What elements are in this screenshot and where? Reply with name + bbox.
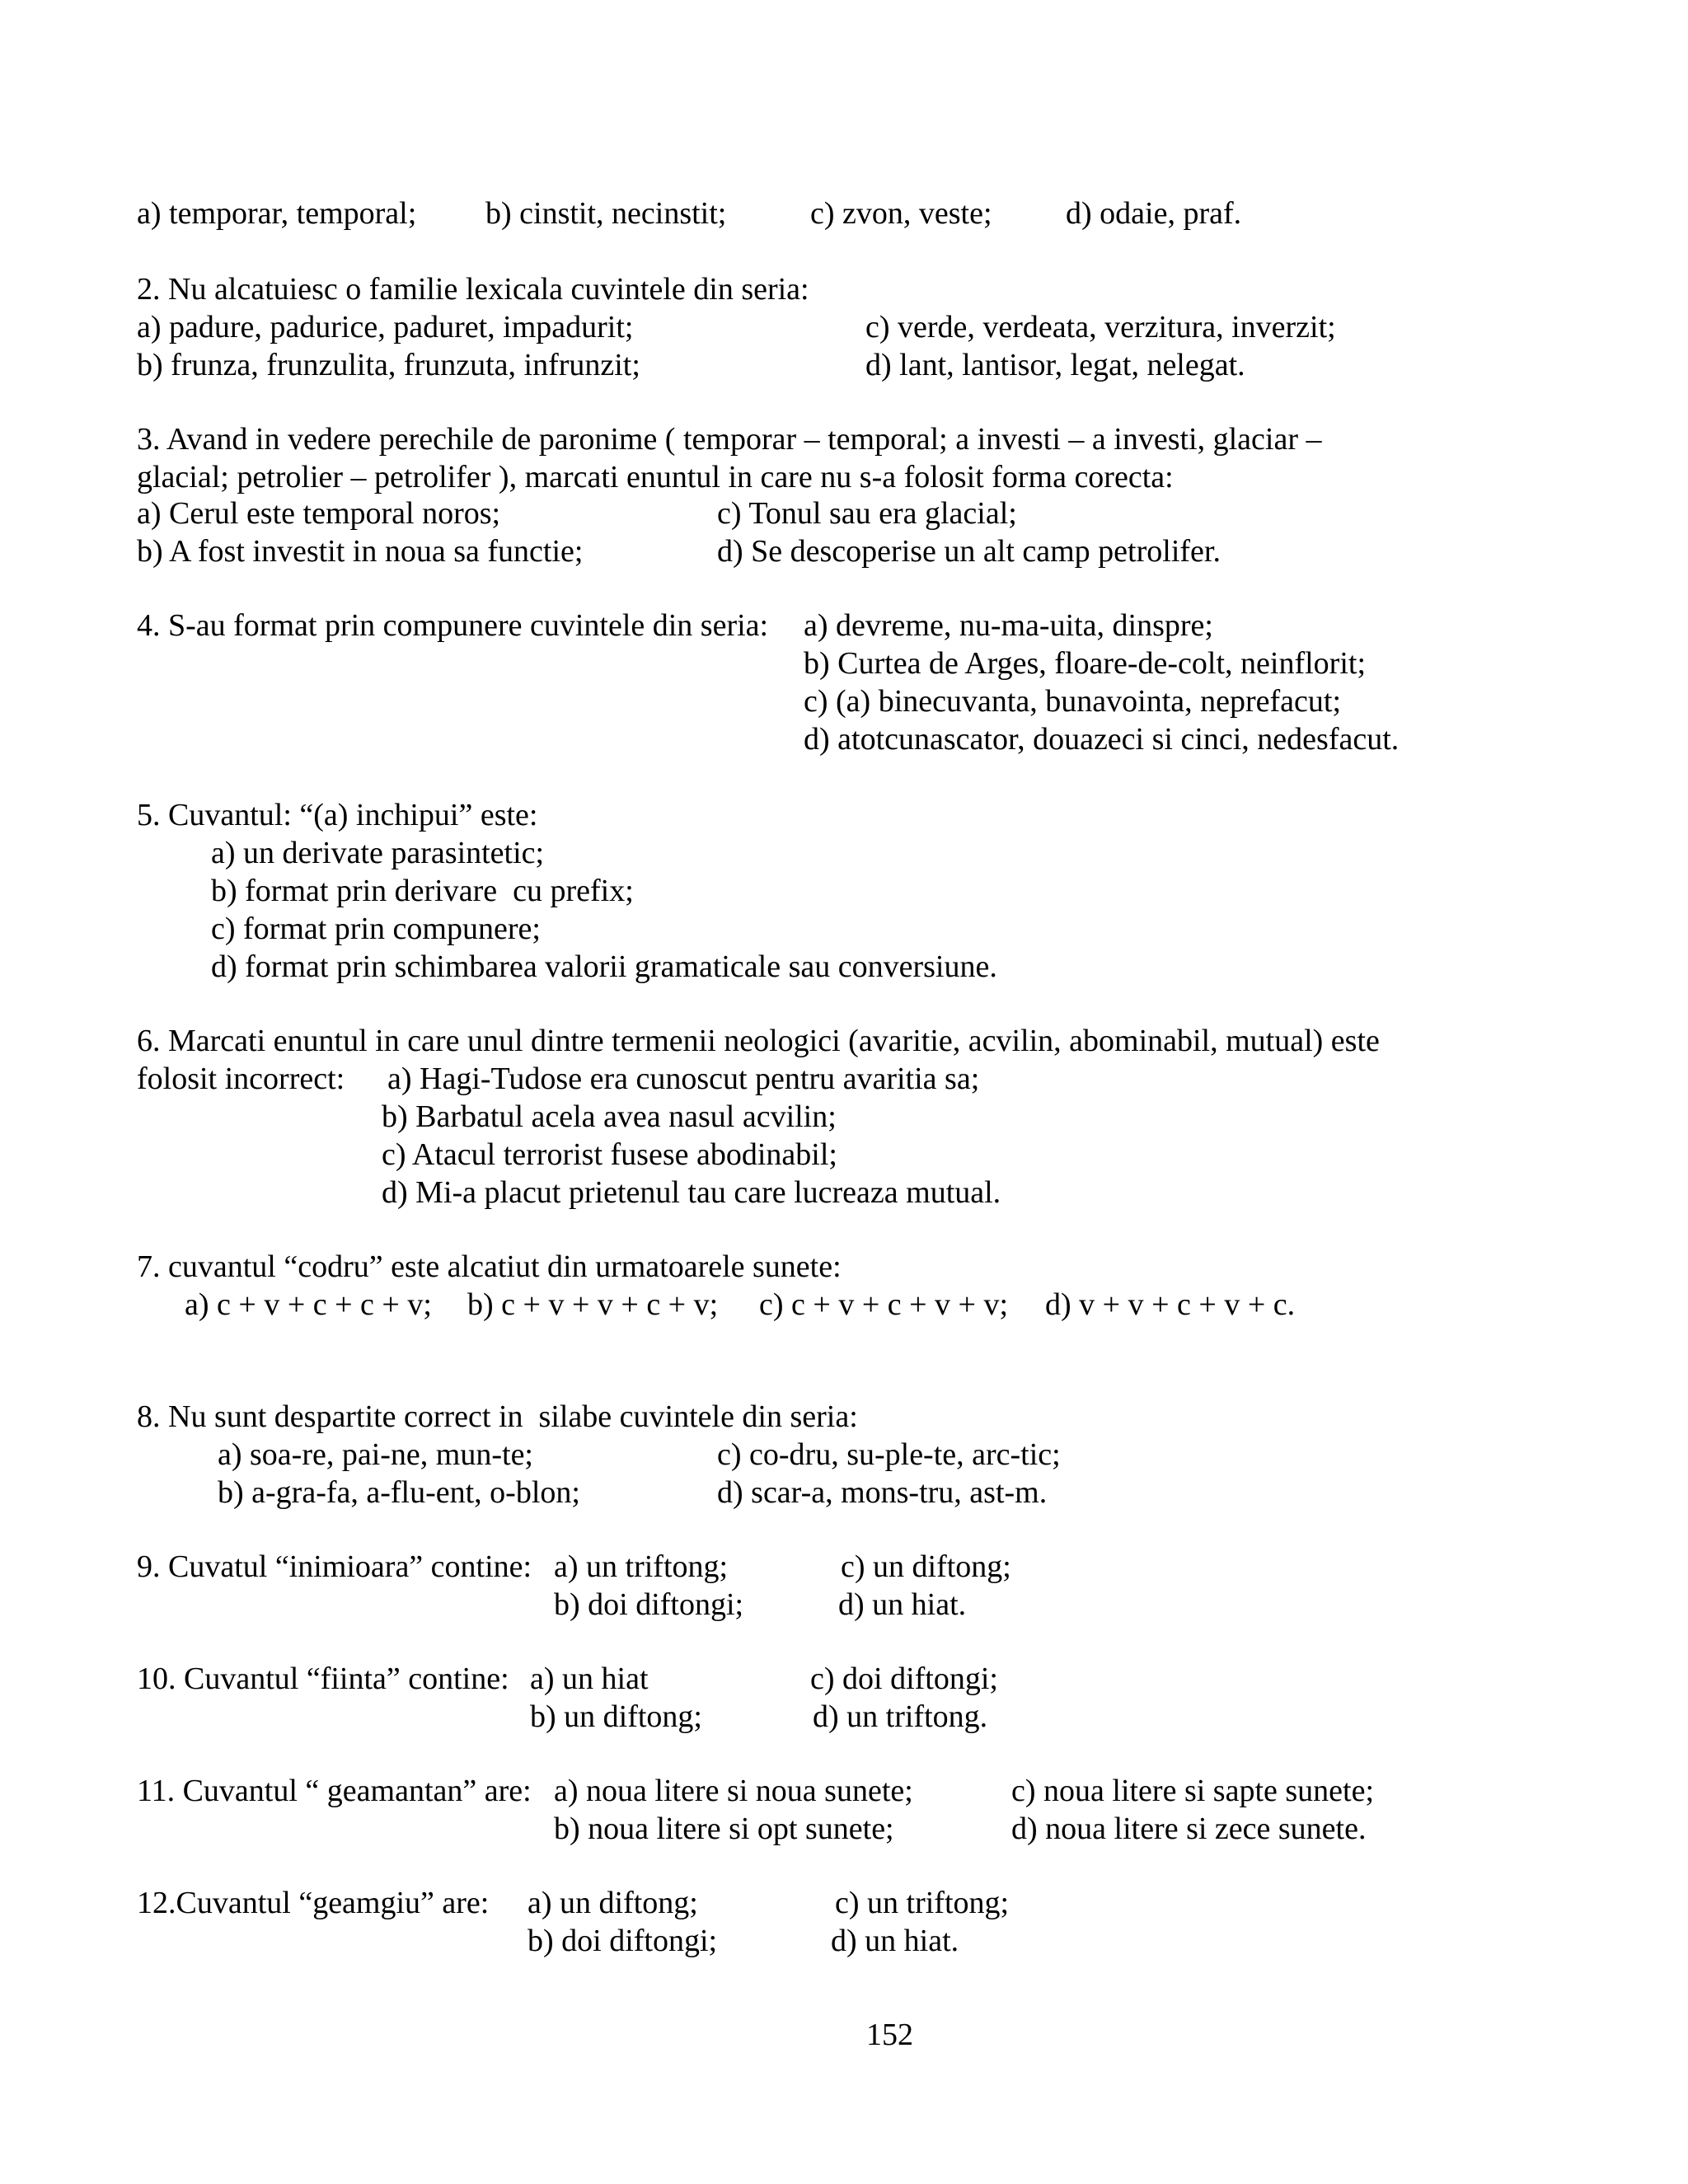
q9-option-a: a) un triftong; bbox=[554, 1549, 729, 1584]
q2-option-a: a) padure, padurice, paduret, impadurit; bbox=[137, 310, 634, 344]
q8-option-b: b) a-gra-fa, a-flu-ent, o-blon; bbox=[218, 1475, 580, 1510]
q3-option-c: c) Tonul sau era glacial; bbox=[717, 496, 1017, 531]
q12-option-c: c) un triftong; bbox=[835, 1886, 1010, 1920]
page-number: 152 bbox=[866, 2018, 913, 2052]
q4-option-d: d) atotcunascator, douazeci si cinci, nedesfacut. bbox=[804, 722, 1400, 757]
q3-option-b: b) A fost investit in noua sa functie; bbox=[137, 534, 584, 569]
q8-option-c: c) co-dru, su-ple-te, arc-tic; bbox=[717, 1437, 1061, 1472]
q7-option-b: b) c + v + v + c + v; bbox=[467, 1287, 719, 1322]
q8-stem: 8. Nu sunt despartite correct in silabe cuvintele din seria: bbox=[137, 1399, 858, 1434]
q5-option-a: a) un derivate parasintetic; bbox=[211, 836, 545, 870]
q6-option-c: c) Atacul terrorist fusese abodinabil; bbox=[382, 1137, 837, 1172]
q1-option-c: c) zvon, veste; bbox=[810, 196, 992, 231]
q7-option-c: c) c + v + c + v + v; bbox=[759, 1287, 1009, 1322]
q12-option-d: d) un hiat. bbox=[831, 1924, 959, 1958]
q9-option-d: d) un hiat. bbox=[838, 1587, 967, 1622]
q1-option-d: d) odaie, praf. bbox=[1066, 196, 1242, 231]
q10-stem: 10. Cuvantul “fiinta” contine: bbox=[137, 1661, 509, 1696]
q9-stem: 9. Cuvatul “inimioara” contine: bbox=[137, 1549, 532, 1584]
q5-option-b: b) format prin derivare cu prefix; bbox=[211, 874, 634, 908]
q3-option-a: a) Cerul este temporal noros; bbox=[137, 496, 501, 531]
q6-option-d: d) Mi-a placut prietenul tau care lucreaza mutual. bbox=[382, 1175, 1001, 1210]
q2-option-d: d) lant, lantisor, legat, nelegat. bbox=[865, 348, 1245, 382]
q10-option-c: c) doi diftongi; bbox=[810, 1661, 998, 1696]
q2-option-b: b) frunza, frunzulita, frunzuta, infrunzit; bbox=[137, 348, 640, 382]
q6-option-b: b) Barbatul acela avea nasul acvilin; bbox=[382, 1099, 837, 1134]
q3-option-d: d) Se descoperise un alt camp petrolifer. bbox=[717, 534, 1221, 569]
q10-option-b: b) un diftong; bbox=[530, 1699, 702, 1734]
q11-option-b: b) noua litere si opt sunete; bbox=[554, 1811, 894, 1846]
q3-stem-line1: 3. Avand in vedere perechile de paronime ( temporar – temporal; a investi – a investi, glaciar – bbox=[137, 422, 1322, 457]
q11-option-d: d) noua litere si zece sunete. bbox=[1011, 1811, 1367, 1846]
q9-option-b: b) doi diftongi; bbox=[554, 1587, 744, 1622]
q5-option-d: d) format prin schimbarea valorii gramaticale sau conversiune. bbox=[211, 949, 997, 984]
q2-stem: 2. Nu alcatuiesc o familie lexicala cuvintele din seria: bbox=[137, 272, 809, 307]
q6-option-a: a) Hagi-Tudose era cunoscut pentru avaritia sa; bbox=[387, 1062, 980, 1096]
q5-stem: 5. Cuvantul: “(a) inchipui” este: bbox=[137, 798, 538, 832]
q4-option-b: b) Curtea de Arges, floare-de-colt, neinflorit; bbox=[804, 646, 1366, 681]
q2-option-c: c) verde, verdeata, verzitura, inverzit; bbox=[865, 310, 1336, 344]
q8-option-a: a) soa-re, pai-ne, mun-te; bbox=[218, 1437, 533, 1472]
q12-option-b: b) doi diftongi; bbox=[528, 1924, 718, 1958]
q1-option-a: a) temporar, temporal; bbox=[137, 196, 417, 231]
q11-stem: 11. Cuvantul “ geamantan” are: bbox=[137, 1774, 532, 1808]
q12-stem: 12.Cuvantul “geamgiu” are: bbox=[137, 1886, 490, 1920]
q11-option-a: a) noua litere si noua sunete; bbox=[554, 1774, 913, 1808]
q1-option-b: b) cinstit, necinstit; bbox=[485, 196, 727, 231]
q4-option-c: c) (a) binecuvanta, bunavointa, neprefacut; bbox=[804, 684, 1342, 719]
q10-option-a: a) un hiat bbox=[530, 1661, 649, 1696]
q4-option-a: a) devreme, nu-ma-uita, dinspre; bbox=[804, 608, 1213, 643]
q11-option-c: c) noua litere si sapte sunete; bbox=[1011, 1774, 1375, 1808]
q9-option-c: c) un diftong; bbox=[841, 1549, 1011, 1584]
q6-stem-line2: folosit incorrect: bbox=[137, 1062, 345, 1096]
q4-stem: 4. S-au format prin compunere cuvintele din seria: bbox=[137, 608, 769, 643]
q7-stem: 7. cuvantul “codru” este alcatiut din urmatoarele sunete: bbox=[137, 1249, 842, 1284]
q8-option-d: d) scar-a, mons-tru, ast-m. bbox=[717, 1475, 1048, 1510]
q12-option-a: a) un diftong; bbox=[528, 1886, 698, 1920]
q7-option-a: a) c + v + c + c + v; bbox=[185, 1287, 432, 1322]
q6-stem-line1: 6. Marcati enuntul in care unul dintre termenii neologici (avaritie, acvilin, abominabil, mutual) este bbox=[137, 1024, 1380, 1058]
q7-option-d: d) v + v + c + v + c. bbox=[1045, 1287, 1296, 1322]
q10-option-d: d) un triftong. bbox=[813, 1699, 988, 1734]
q5-option-c: c) format prin compunere; bbox=[211, 912, 541, 946]
q3-stem-line2: glacial; petrolier – petrolifer ), marcati enuntul in care nu s-a folosit forma corecta: bbox=[137, 460, 1174, 494]
